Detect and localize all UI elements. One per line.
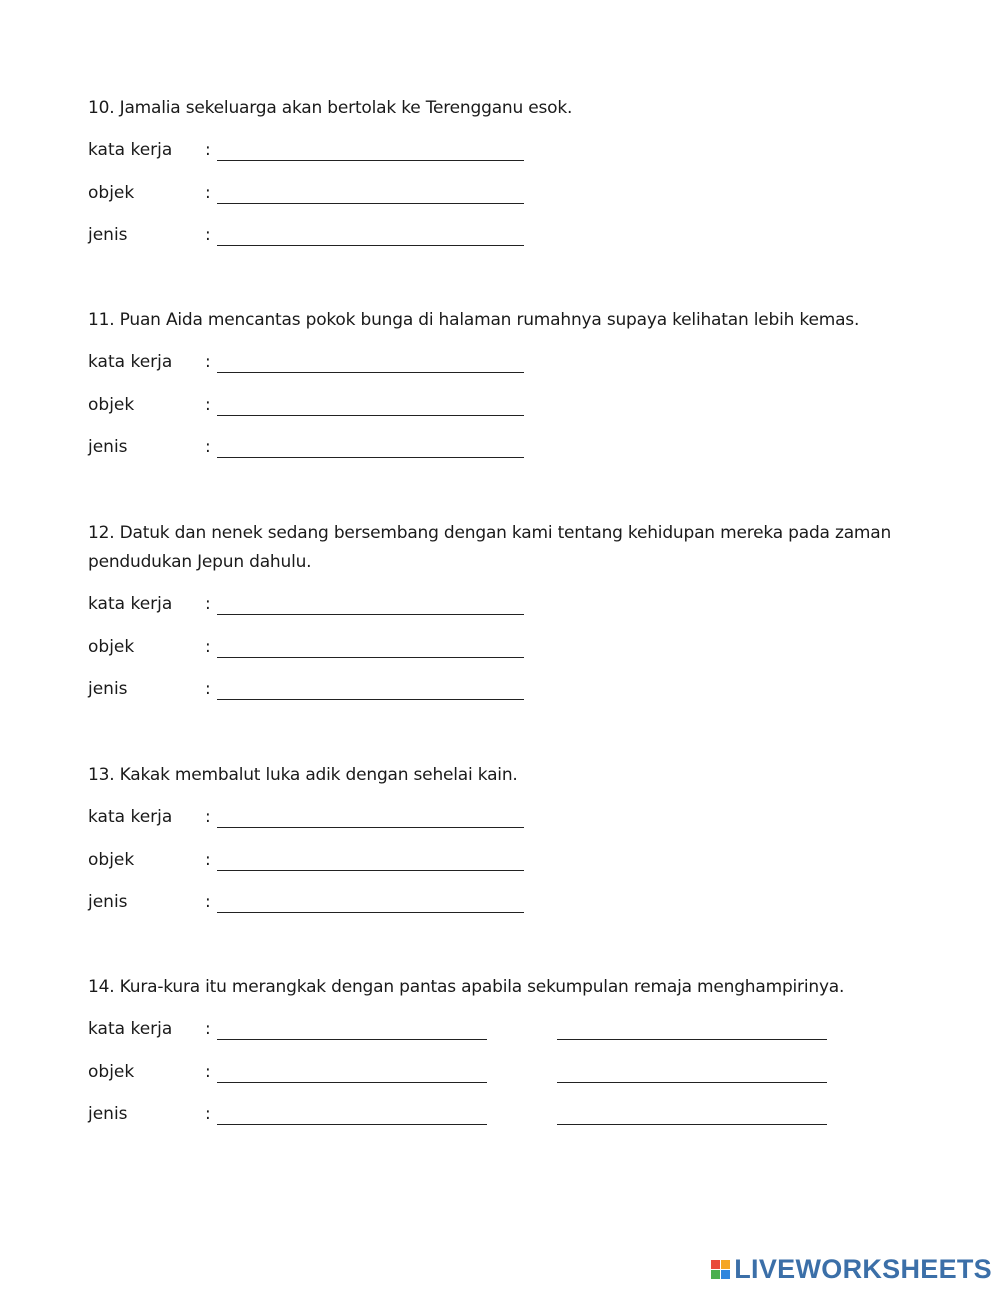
- colon: :: [205, 636, 211, 657]
- logo-block: [721, 1260, 730, 1269]
- colon: :: [205, 437, 211, 457]
- question-text: 11. Puan Aida mencantas pokok bunga di halaman rumahnya supaya kelihatan lebih kemas.: [88, 310, 860, 330]
- question-13: [88, 761, 928, 931]
- colon: :: [205, 679, 211, 699]
- answer-blank[interactable]: [217, 699, 524, 700]
- colon: :: [205, 892, 211, 912]
- label-kata-kerja: kata kerja: [88, 594, 173, 614]
- logo-block: [711, 1270, 720, 1279]
- question-text: 13. Kakak membalut luka adik dengan sehelai kain.: [88, 765, 518, 785]
- answer-blank[interactable]: [217, 372, 524, 373]
- question-text: 14. Kura-kura itu merangkak dengan pantas apabila sekumpulan remaja menghampirinya.: [88, 977, 845, 997]
- liveworksheets-logo: [711, 1253, 992, 1285]
- label-jenis: jenis: [88, 437, 128, 457]
- answer-row-jenis: [88, 675, 928, 718]
- question-14: [88, 973, 928, 1143]
- answer-row-objek: [88, 633, 928, 676]
- label-jenis: jenis: [88, 892, 128, 912]
- label-kata-kerja: kata kerja: [88, 352, 173, 372]
- answer-blank-1[interactable]: [217, 1124, 487, 1125]
- colon: :: [205, 594, 211, 614]
- question-11: [88, 306, 928, 476]
- colon: :: [205, 1061, 211, 1082]
- answer-row-objek: [88, 1058, 928, 1101]
- colon: :: [205, 1019, 211, 1039]
- label-jenis: jenis: [88, 225, 128, 245]
- answer-blank-1[interactable]: [217, 1082, 487, 1083]
- answer-row-kata-kerja: [88, 136, 928, 179]
- label-kata-kerja: kata kerja: [88, 140, 173, 160]
- colon: :: [205, 225, 211, 245]
- answer-blank[interactable]: [217, 614, 524, 615]
- answer-blank-2[interactable]: [557, 1039, 827, 1040]
- label-jenis: jenis: [88, 679, 128, 699]
- answer-row-kata-kerja: [88, 803, 928, 846]
- colon: :: [205, 849, 211, 870]
- answer-row-jenis: [88, 888, 928, 931]
- colon: :: [205, 394, 211, 415]
- logo-text: LIVEWORKSHEETS: [734, 1253, 992, 1284]
- colon: :: [205, 352, 211, 372]
- answer-row-jenis: [88, 221, 928, 264]
- answer-blank[interactable]: [217, 415, 524, 416]
- answer-row-objek: [88, 846, 928, 889]
- answer-blank-2[interactable]: [557, 1082, 827, 1083]
- answer-row-kata-kerja: [88, 348, 928, 391]
- answer-row-kata-kerja: [88, 590, 928, 633]
- answer-blank[interactable]: [217, 870, 524, 871]
- answer-blank[interactable]: [217, 657, 524, 658]
- label-objek: objek: [88, 182, 135, 203]
- answer-blank[interactable]: [217, 245, 524, 246]
- label-kata-kerja: kata kerja: [88, 1019, 173, 1039]
- question-12: [88, 519, 928, 718]
- colon: :: [205, 1104, 211, 1124]
- logo-block: [721, 1270, 730, 1279]
- answer-blank-1[interactable]: [217, 1039, 487, 1040]
- label-objek: objek: [88, 636, 135, 657]
- answer-blank[interactable]: [217, 160, 524, 161]
- question-text: 10. Jamalia sekeluarga akan bertolak ke Terengganu esok.: [88, 98, 573, 118]
- label-kata-kerja: kata kerja: [88, 807, 173, 827]
- answer-blank-2[interactable]: [557, 1124, 827, 1125]
- answer-row-jenis: [88, 1100, 928, 1143]
- answer-row-objek: [88, 391, 928, 434]
- label-objek: objek: [88, 1061, 135, 1082]
- logo-blocks-icon: [711, 1260, 730, 1279]
- label-jenis: jenis: [88, 1104, 128, 1124]
- colon: :: [205, 807, 211, 827]
- answer-blank[interactable]: [217, 912, 524, 913]
- answer-row-kata-kerja: [88, 1015, 928, 1058]
- label-objek: objek: [88, 394, 135, 415]
- logo-block: [711, 1260, 720, 1269]
- colon: :: [205, 140, 211, 160]
- answer-blank[interactable]: [217, 827, 524, 828]
- question-text: 12. Datuk dan nenek sedang bersembang dengan kami tentang kehidupan mereka pada zaman pendudukan Jepun dahulu.: [88, 523, 892, 572]
- answer-row-jenis: [88, 433, 928, 476]
- question-10: [88, 94, 928, 264]
- label-objek: objek: [88, 849, 135, 870]
- answer-blank[interactable]: [217, 203, 524, 204]
- answer-row-objek: [88, 179, 928, 222]
- answer-blank[interactable]: [217, 457, 524, 458]
- colon: :: [205, 182, 211, 203]
